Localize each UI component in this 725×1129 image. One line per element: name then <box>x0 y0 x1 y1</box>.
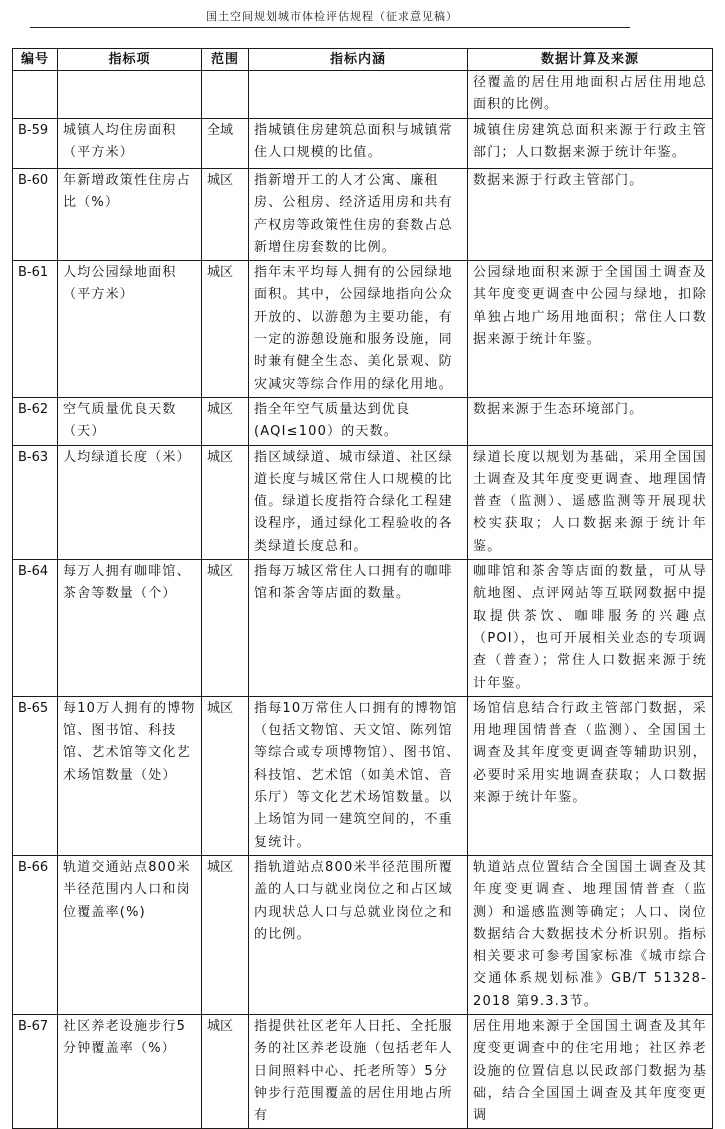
row-indicator: 社区养老设施步行5分钟覆盖率（%） <box>58 1014 202 1128</box>
row-scope: 城区 <box>202 261 249 398</box>
row-meaning: 指轨道站点800米半径范围所覆盖的人口与就业岗位之和占区域内现状总人口与总就业岗位之和的比例。 <box>249 855 468 1014</box>
row-source: 径覆盖的居住用地面积占居住用地总面积的比例。 <box>468 71 713 119</box>
row-indicator: 空气质量优良天数（天） <box>58 397 202 445</box>
row-scope: 城区 <box>202 855 249 1014</box>
row-indicator: 轨道交通站点800米半径范围内人口和岗位覆盖率(%) <box>58 855 202 1014</box>
row-indicator: 每万人拥有咖啡馆、茶舍等数量（个） <box>58 560 202 697</box>
table-row <box>13 397 713 445</box>
row-code <box>13 71 58 119</box>
row-meaning: 指城镇住房建筑总面积与城镇常住人口规模的比值。 <box>249 119 468 169</box>
row-meaning: 指全年空气质量达到优良(AQI≤100）的天数。 <box>249 397 468 445</box>
row-indicator: 人均公园绿地面积（平方米） <box>58 261 202 398</box>
row-scope: 城区 <box>202 696 249 855</box>
row-source: 数据来源于生态环境部门。 <box>468 397 713 445</box>
row-meaning: 指新增开工的人才公寓、廉租房、公租房、经济适用房和共有产权房等政策性住房的套数占总新增住房套数的比例。 <box>249 169 468 261</box>
table-row <box>13 71 713 119</box>
row-code: B-64 <box>13 560 58 697</box>
row-meaning: 指年末平均每人拥有的公园绿地面积。其中，公园绿地指向公众开放的、以游憩为主要功能，有一定的游憩设施和服务设施，同时兼有健全生态、美化景观、防灾减灾等综合作用的绿化用地。 <box>249 261 468 398</box>
table-row <box>13 445 713 559</box>
row-code: B-62 <box>13 397 58 445</box>
row-source: 轨道站点位置结合全国国土调查及其年度变更调查、地理国情普查（监测）和遥感监测等确定；人口、岗位数据结合大数据技术分析识别。指标相关要求可参考国家标准《城市综合交通体系规划标准》GB/T 51328-2018 第9.3.3节。 <box>468 855 713 1014</box>
row-code: B-66 <box>13 855 58 1014</box>
row-scope: 城区 <box>202 169 249 261</box>
row-scope: 城区 <box>202 560 249 697</box>
column-header-meaning: 指标内涵 <box>249 49 468 71</box>
column-header-source: 数据计算及来源 <box>468 49 713 71</box>
row-meaning: 指每万城区常住人口拥有的咖啡馆和茶舍等店面的数量。 <box>249 560 468 697</box>
row-code: B-63 <box>13 445 58 559</box>
row-scope <box>202 71 249 119</box>
row-code: B-60 <box>13 169 58 261</box>
header-divider <box>30 27 630 28</box>
row-scope: 城区 <box>202 397 249 445</box>
row-source: 数据来源于行政主管部门。 <box>468 169 713 261</box>
row-code: B-61 <box>13 261 58 398</box>
row-code: B-59 <box>13 119 58 169</box>
row-source: 城镇住房建筑总面积来源于行政主管部门；人口数据来源于统计年鉴。 <box>468 119 713 169</box>
row-meaning: 指区域绿道、城市绿道、社区绿道长度与城区常住人口规模的比值。绿道长度指符合绿化工程建设程序，通过绿化工程验收的各类绿道长度总和。 <box>249 445 468 559</box>
row-scope: 全域 <box>202 119 249 169</box>
table-row <box>13 855 713 1014</box>
table-row <box>13 560 713 697</box>
row-indicator <box>58 71 202 119</box>
row-indicator: 城镇人均住房面积（平方米） <box>58 119 202 169</box>
row-source: 公园绿地面积来源于全国国土调查及其年度变更调查中公园与绿地，扣除单独占地广场用地面积；常住人口数据来源于统计年鉴。 <box>468 261 713 398</box>
row-source: 居住用地来源于全国国土调查及其年度变更调查中的住宅用地；社区养老设施的位置信息以民政部门数据为基础，结合全国国土调查及其年度变更调 <box>468 1014 713 1128</box>
column-header-scope: 范围 <box>202 49 249 71</box>
row-source: 绿道长度以规划为基础，采用全国国土调查及其年度变更调查、地理国情普查（监测）、遥感监测等开展现状校实获取；人口数据来源于统计年鉴。 <box>468 445 713 559</box>
row-scope: 城区 <box>202 445 249 559</box>
column-header-indicator: 指标项 <box>58 49 202 71</box>
row-code: B-65 <box>13 696 58 855</box>
row-indicator: 每10万人拥有的博物馆、图书馆、科技馆、艺术馆等文化艺术场馆数量（处） <box>58 696 202 855</box>
table-row <box>13 1014 713 1128</box>
table-header-row <box>13 49 713 71</box>
row-scope: 城区 <box>202 1014 249 1128</box>
row-indicator: 年新增政策性住房占比（%） <box>58 169 202 261</box>
table-row <box>13 119 713 169</box>
row-meaning: 指每10万常住人口拥有的博物馆（包括文物馆、天文馆、陈列馆等综合或专项博物馆）、图书馆、科技馆、艺术馆（如美术馆、音乐厅）等文化艺术场馆数量。以上场馆为同一建筑空间的，不重复统计。 <box>249 696 468 855</box>
column-header-code: 编号 <box>13 49 58 71</box>
table-row <box>13 169 713 261</box>
row-meaning <box>249 71 468 119</box>
row-source: 咖啡馆和茶舍等店面的数量，可从导航地图、点评网站等互联网数据中提取提供茶饮、咖啡服务的兴趣点（POI），也可开展相关业态的专项调查（普查）；常住人口数据来源于统计年鉴。 <box>468 560 713 697</box>
row-source: 场馆信息结合行政主管部门数据，采用地理国情普查（监测）、全国国土调查及其年度变更调查等辅助识别，必要时采用实地调查获取；人口数据来源于统计年鉴。 <box>468 696 713 855</box>
row-code: B-67 <box>13 1014 58 1128</box>
table-row <box>13 696 713 855</box>
indicator-table <box>12 48 713 1129</box>
row-indicator: 人均绿道长度（米） <box>58 445 202 559</box>
document-header: 国土空间规划城市体检评估规程（征求意见稿） <box>206 10 458 23</box>
table-row <box>13 261 713 398</box>
row-meaning: 指提供社区老年人日托、全托服务的社区养老设施（包括老年人日间照料中心、托老所等）5分钟步行范围覆盖的居住用地占所有 <box>249 1014 468 1128</box>
